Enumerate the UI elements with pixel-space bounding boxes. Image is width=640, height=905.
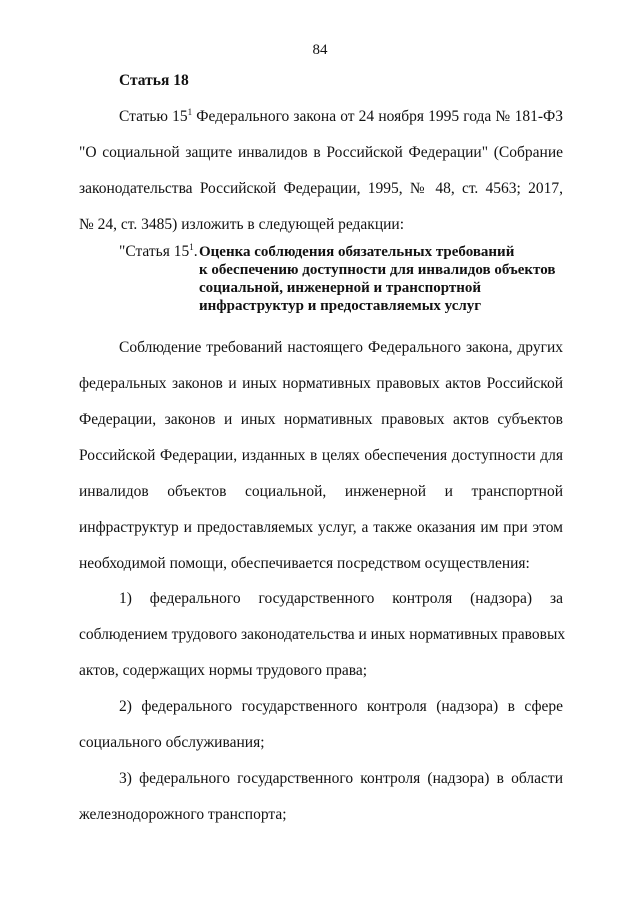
sub-article-prefix-dot: . bbox=[193, 243, 198, 260]
body-line: Российской Федерации, изданных в целях обеспечения доступности для bbox=[79, 447, 563, 464]
sub-article-title bbox=[199, 243, 569, 315]
list-item-line: соблюдением трудового законодательства и иных нормативных правовых bbox=[79, 626, 566, 643]
list-item-line: 2) федерального государственного контроля (надзора) в сфере bbox=[119, 698, 563, 715]
body-line: инфраструктур и предоставляемых услуг, а также оказания им при этом bbox=[79, 519, 563, 536]
article-heading: Статья 18 bbox=[119, 72, 189, 89]
page-number: 84 bbox=[312, 42, 328, 58]
sub-article-prefix bbox=[119, 243, 198, 261]
intro-line-3: законодательства Российской Федерации, 1995, № 48, ст. 4563; 2017, bbox=[79, 180, 563, 197]
body-line: Федерации, законов и иных нормативных правовых актов субъектов bbox=[79, 411, 563, 428]
list-item-line: социального обслуживания; bbox=[79, 734, 265, 751]
list-item-line: 3) федерального государственного контроля (надзора) в области bbox=[119, 770, 563, 787]
sub-article-title-line: к обеспечению доступности для инвалидов объектов bbox=[199, 262, 556, 278]
intro-text-rest: Федерального закона от 24 ноября 1995 года № 181-ФЗ bbox=[192, 108, 563, 125]
sub-article-title-line: социальной, инженерной и транспортной bbox=[199, 280, 482, 296]
body-line: инвалидов объектов социальной, инженерной и транспортной bbox=[79, 483, 563, 500]
body-line: федеральных законов и иных нормативных правовых актов Российской bbox=[79, 375, 563, 392]
intro-line-2: "О социальной защите инвалидов в Российской Федерации" (Собрание bbox=[79, 144, 563, 161]
intro-line-4: № 24, ст. 3485) изложить в следующей редакции: bbox=[79, 216, 405, 233]
list-item-line: актов, содержащих нормы трудового права; bbox=[79, 662, 368, 679]
intro-superscript: 1 bbox=[187, 106, 193, 117]
intro-line-1 bbox=[119, 107, 563, 127]
sub-article-title-line: Оценка соблюдения обязательных требований bbox=[199, 244, 515, 260]
sub-article-title-line: инфраструктур и предоставляемых услуг bbox=[199, 298, 482, 314]
sub-article-prefix-text: "Статья 15 bbox=[119, 243, 190, 260]
list-item-line: железнодорожного транспорта; bbox=[79, 806, 287, 823]
intro-text-start: Статью 15 bbox=[119, 108, 188, 125]
list-item-line: 1) федерального государственного контроля (надзора) за bbox=[119, 590, 563, 607]
body-line: Соблюдение требований настоящего Федерального закона, других bbox=[119, 339, 563, 356]
sub-article-superscript: 1 bbox=[189, 241, 194, 252]
body-line: необходимой помощи, обеспечивается посредством осуществления: bbox=[79, 555, 530, 572]
